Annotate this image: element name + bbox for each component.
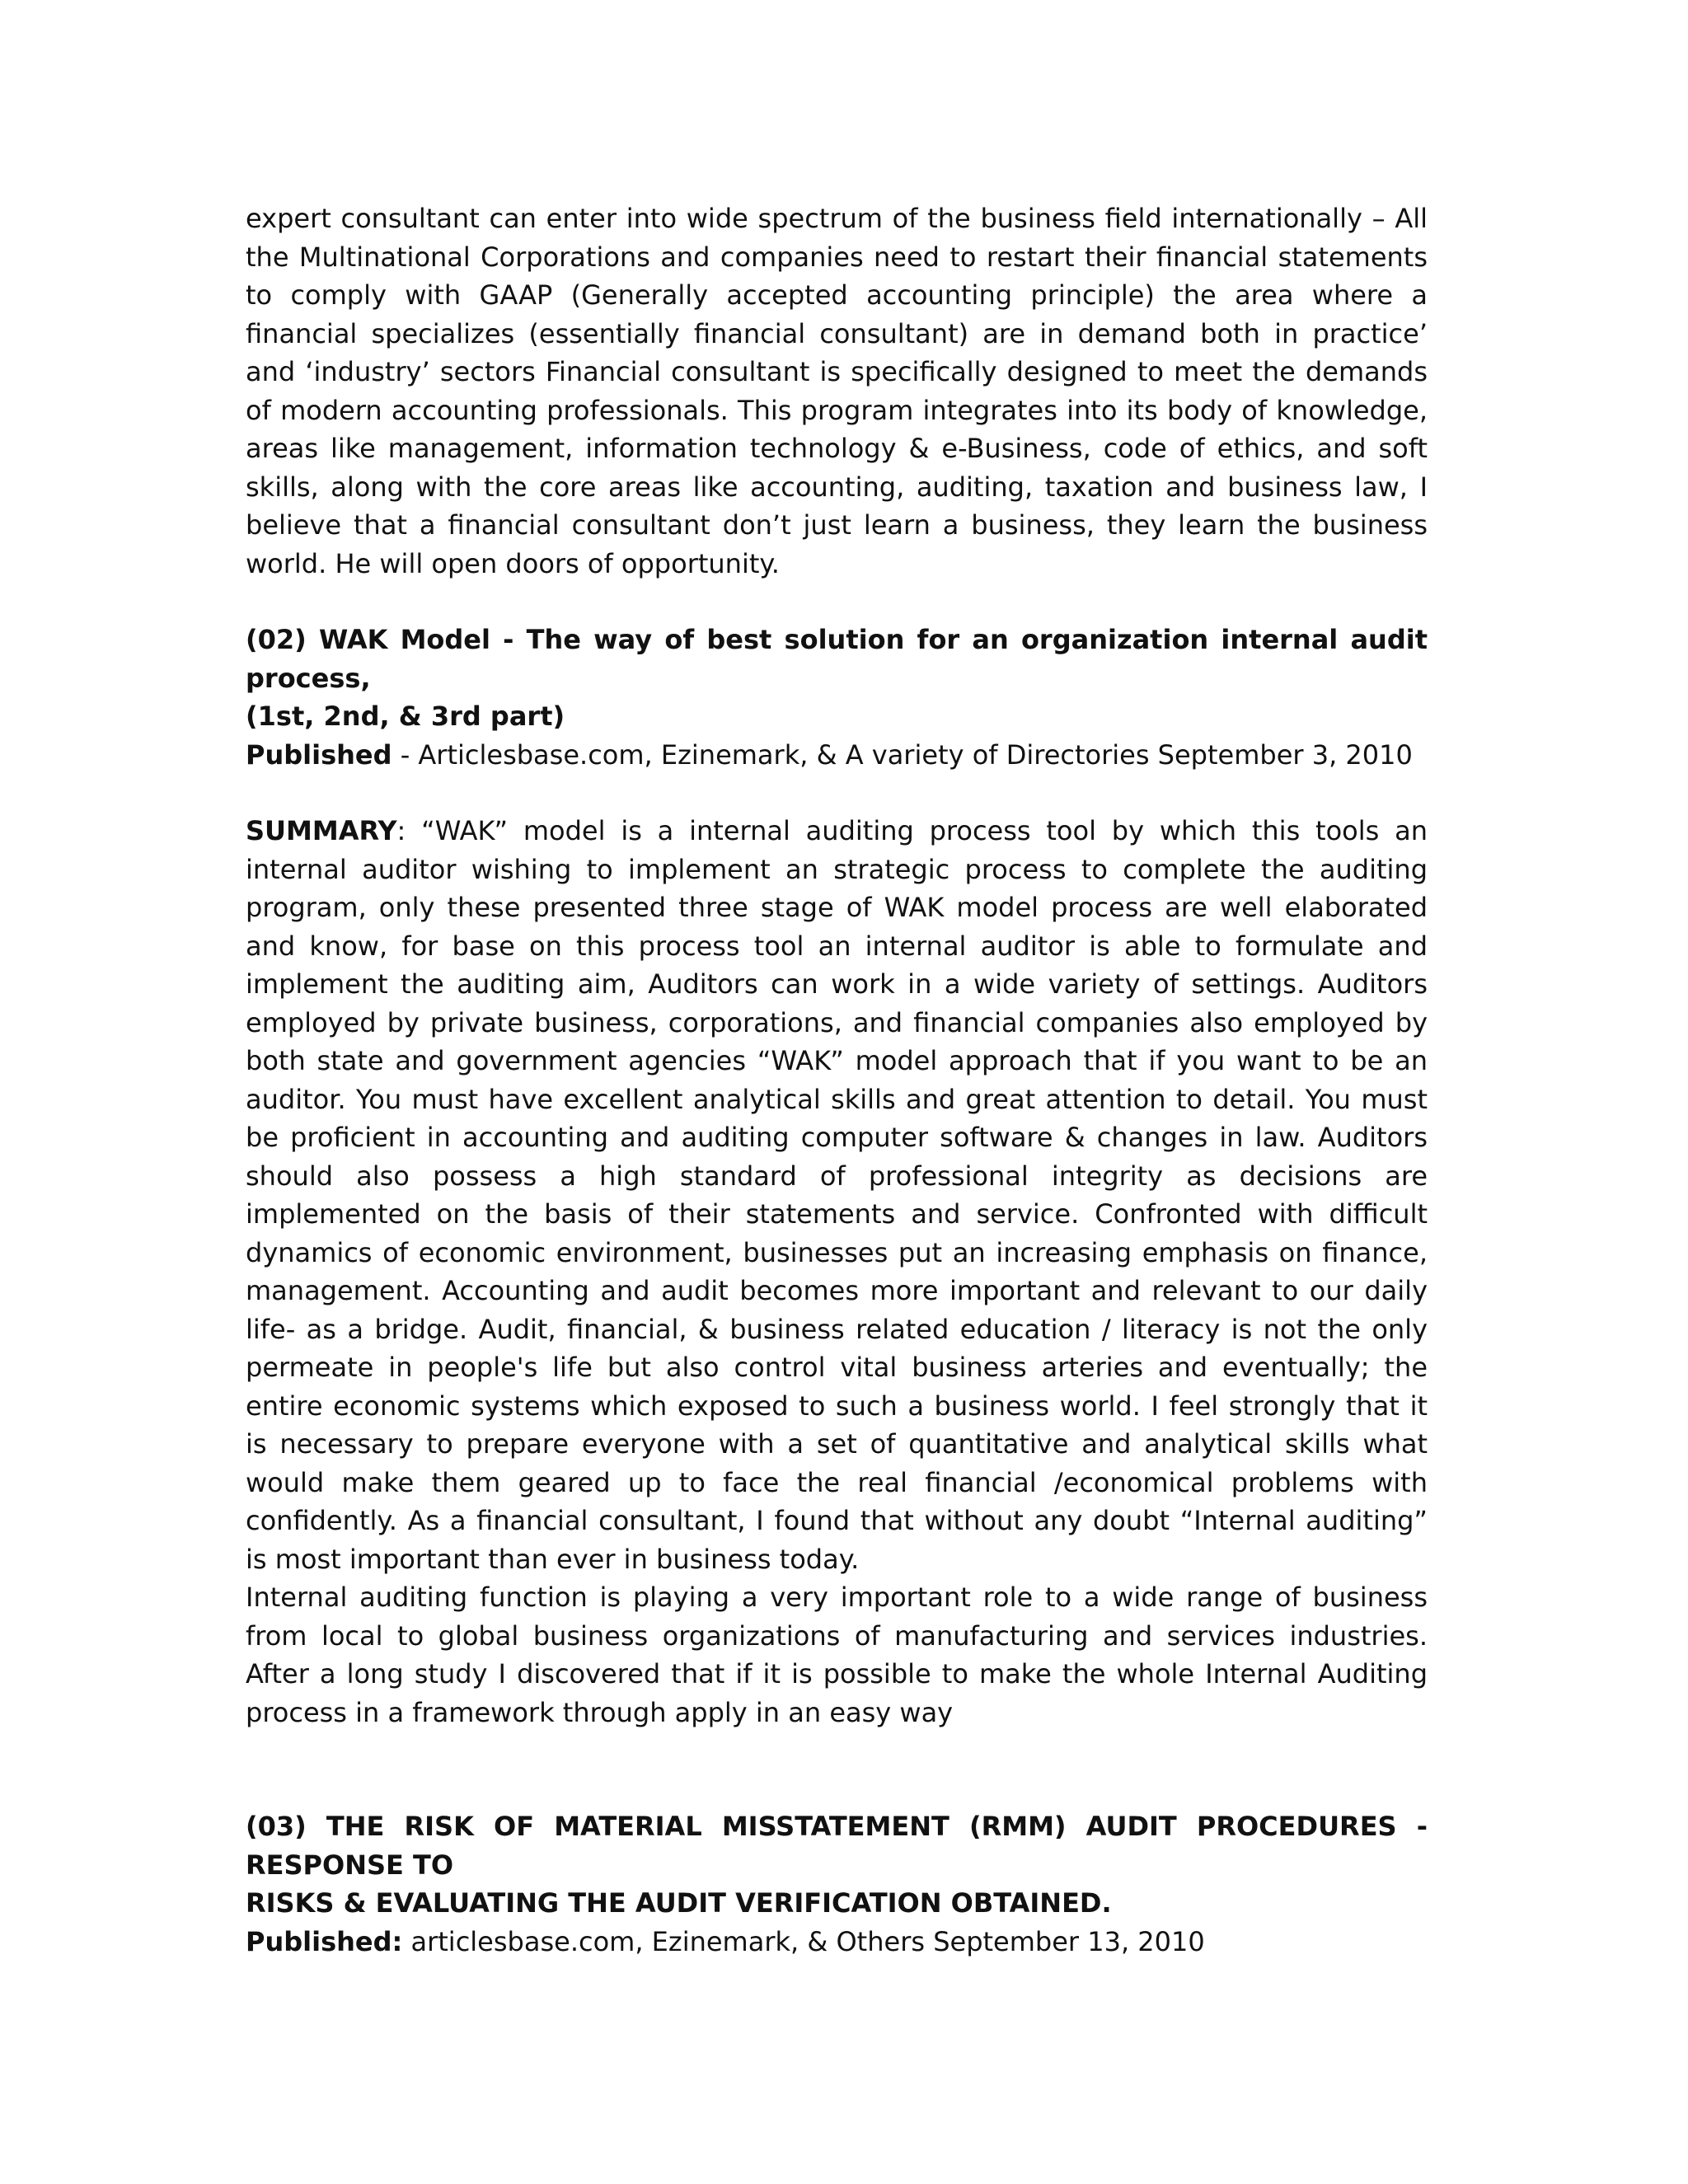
section-wak-model	[246, 621, 1428, 774]
section-2-summary	[246, 812, 1428, 1578]
published-label: Published	[246, 738, 392, 771]
section-rmm	[246, 1807, 1428, 1961]
intro-paragraph: expert consultant can enter into wide spectrum of the business field internationally – All the Multinational Corporations and companies need to restart their financial statements to comply with GAAP (Generally accepted accounting principle) the area where a financial specializes (essentially financial consultant) are in demand both in practice’ and ‘industry’ sectors Financial consultant is specifically designed to meet the demands of modern accounting professionals. This program integrates into its body of knowledge, areas like management, information technology & e-Business, code of ethics, and soft skills, along with the core areas like accounting, auditing, taxation and business law, I believe that a financial consultant don’t just learn a business, they learn the business world. He will open doors of opportunity.	[246, 203, 1428, 579]
section-3-published-line	[246, 1923, 1428, 1961]
section-2-paragraph-2: Internal auditing function is playing a very important role to a wide range of business from local to global business organizations of manufacturing and services industries. After a long study I discovered that if it is possible to make the whole Internal Auditing process in a framework through apply in an easy way	[246, 1582, 1428, 1728]
section-3-title-line-2: RISKS & EVALUATING THE AUDIT VERIFICATION OBTAINED.	[246, 1887, 1112, 1919]
section-2-title-line-1: (02) WAK Model - The way of best solution for an organization internal audit process,	[246, 624, 1428, 694]
section-2-title-line-2: (1st, 2nd, & 3rd part)	[246, 701, 565, 732]
published-label: Published:	[246, 1925, 403, 1957]
section-3-title-line-1: (03) THE RISK OF MATERIAL MISSTATEMENT (RMM) AUDIT PROCEDURES - RESPONSE TO	[246, 1811, 1428, 1881]
summary-text: : “WAK” model is a internal auditing process tool by which this tools an internal auditor wishing to implement an strategic process to complete the auditing program, only these presented three stage of WAK model process are well elaborated and know, for base on this process tool an internal auditor is able to formulate and implement the auditing aim, Auditors can work in a wide variety of settings. Auditors employed by private business, corporations, and financial companies also employed by both state and government agencies “WAK” model approach that if you want to be an auditor. You must have excellent analytical skills and great attention to detail. You must be proficient in accounting and auditing computer software & changes in law. Auditors should also possess a high standard of professional integrity as decisions are implemented on the basis of their statements and service. Confronted with difficult dynamics of economic environment, businesses put an increasing emphasis on finance, management. Accounting and audit becomes more important and relevant to our daily life- as a bridge. Audit, financial, & business related education / literacy is not the only permeate in people's life but also control vital business arteries and eventually; the entire economic systems which exposed to such a business world. I feel strongly that it is necessary to prepare everyone with a set of quantitative and analytical skills what would make them geared up to face the real financial /economical problems with confidently. As a financial consultant, I found that without any doubt “Internal auditing” is most important than ever in business today.	[246, 815, 1428, 1575]
published-text: - Articlesbase.com, Ezinemark, & A variety of Directories September 3, 2010	[392, 738, 1413, 771]
section-2-published-line	[246, 736, 1428, 775]
summary-label: SUMMARY	[246, 815, 397, 846]
document-body	[246, 199, 1428, 1961]
published-text: articlesbase.com, Ezinemark, & Others September 13, 2010	[402, 1925, 1205, 1957]
